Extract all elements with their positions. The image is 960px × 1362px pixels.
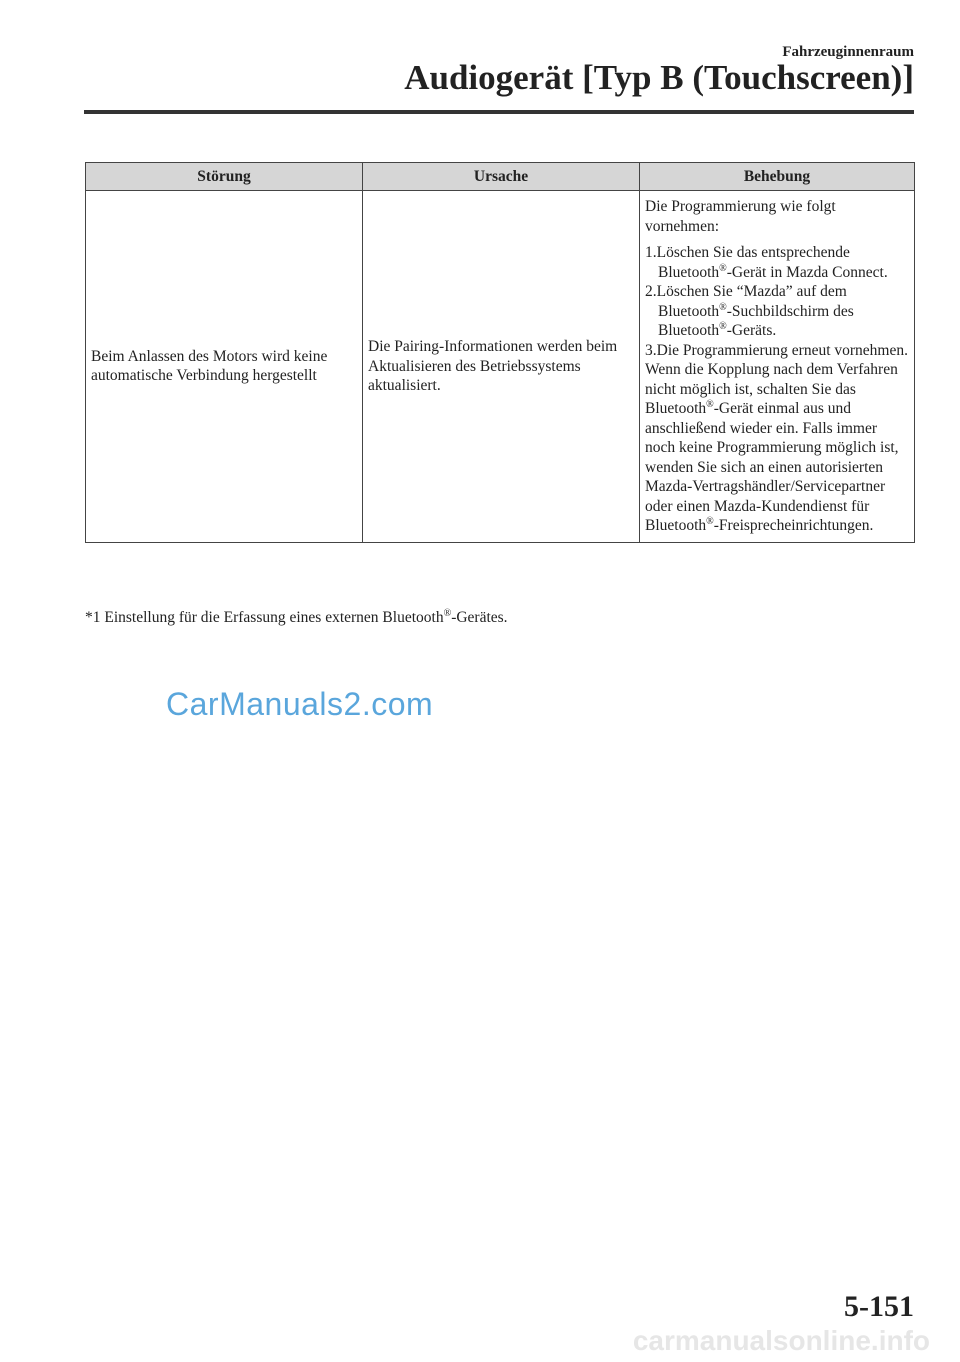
registered-mark: ® xyxy=(443,607,452,619)
chapter-title: Audiogerät [Typ B (Touchscreen)] xyxy=(404,58,914,97)
column-header-problem: Störung xyxy=(86,163,363,191)
header-rule xyxy=(84,110,914,114)
remedy-cell xyxy=(640,191,915,543)
footnote: *1 Einstellung für die Erfassung eines externen Bluetooth®-Gerätes. xyxy=(85,607,508,626)
column-header-cause: Ursache xyxy=(363,163,640,191)
cause-cell: Die Pairing-Informationen werden beim Aktualisieren des Betriebssystems aktualisiert. xyxy=(363,191,640,543)
registered-mark: ® xyxy=(719,262,727,274)
table-row xyxy=(86,191,915,543)
registered-mark: ® xyxy=(719,301,727,313)
section-label: Fahrzeuginnenraum xyxy=(782,44,914,60)
troubleshooting-table xyxy=(85,162,915,543)
registered-mark: ® xyxy=(706,515,714,527)
registered-mark: ® xyxy=(706,398,714,410)
remedy-step-1: 1.Löschen Sie das entsprechende Bluetooth®-Gerät in Mazda Connect. xyxy=(645,244,888,281)
column-header-remedy: Behebung xyxy=(640,163,915,191)
table-header-row xyxy=(86,163,915,191)
watermark-logo: CarManuals2.com xyxy=(166,686,434,722)
remedy-note: Wenn die Kopplung nach dem Verfahren nicht möglich ist, schalten Sie das Bluetooth®-Gerät einmal aus und anschließend wieder ein. Falls immer noch keine Programmierung möglich ist, wenden Sie sich an einen autorisierten Mazda-Vertragshändler/Servicepartner oder einen Mazda-Kundendienst für Bluetooth®-Freisprecheinrichtungen. xyxy=(645,361,899,534)
remedy-steps xyxy=(645,243,909,360)
registered-mark: ® xyxy=(719,320,727,332)
page-number: 5-151 xyxy=(844,1290,914,1323)
problem-cell: Beim Anlassen des Motors wird keine automatische Verbindung hergestellt xyxy=(86,191,363,543)
site-watermark: carmanualsonline.info xyxy=(632,1325,930,1356)
remedy-step-2: 2.Löschen Sie “Mazda” auf dem Bluetooth®-Suchbildschirm des Bluetooth®-Geräts. xyxy=(645,283,854,339)
remedy-intro: Die Programmierung wie folgt vornehmen: xyxy=(645,198,836,235)
remedy-step-3: 3.Die Programmierung erneut vornehmen. xyxy=(645,341,908,359)
